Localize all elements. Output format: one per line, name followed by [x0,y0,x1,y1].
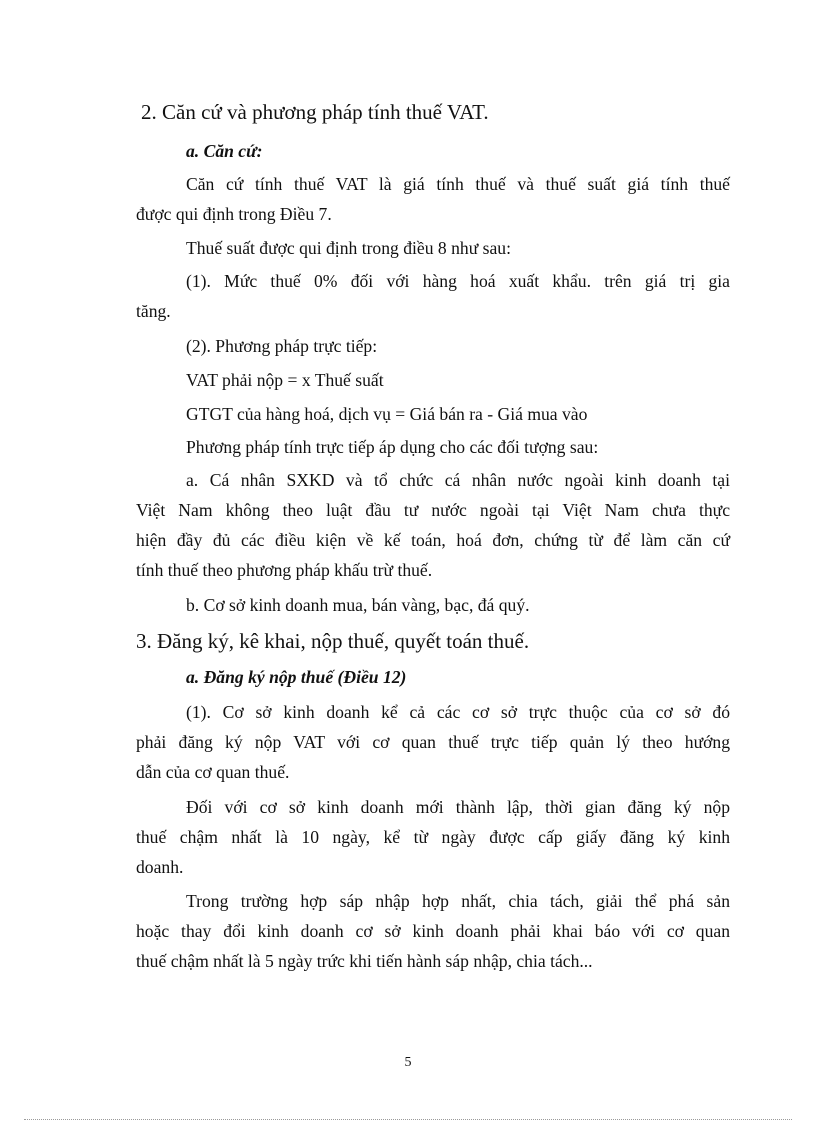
formula-line: GTGT của hàng hoá, dịch vụ = Giá bán ra - Giá mua vào [186,404,588,424]
paragraph-line: b. Cơ sở kinh doanh mua, bán vàng, bạc, đá quý. [186,595,530,615]
paragraph-line: (1). Cơ sở kinh doanh kể cả các cơ sở trực thuộc của cơ sở đó [186,702,730,722]
paragraph-line: hoặc thay đổi kinh doanh cơ sở kinh doanh phải khai báo với cơ quan [136,921,730,941]
paragraph-line: thuế chậm nhất là 10 ngày, kể từ ngày được cấp giấy đăng ký kinh [136,827,730,847]
section-3-heading: 3. Đăng ký, kê khai, nộp thuế, quyết toán thuế. [136,629,530,653]
paragraph-line: dẫn của cơ quan thuế. [136,762,290,782]
footer-divider [24,1119,792,1120]
paragraph-line: tăng. [136,301,171,321]
paragraph-line: Trong trường hợp sáp nhập hợp nhất, chia tách, giải thể phá sản [186,891,730,911]
paragraph-line: hiện đầy đủ các điều kiện về kế toán, hoá đơn, chứng từ để làm căn cứ [136,530,730,550]
section-2-heading: 2. Căn cứ và phương pháp tính thuế VAT. [141,100,489,124]
paragraph-line: phải đăng ký nộp VAT với cơ quan thuế trực tiếp quản lý theo hướng [136,732,730,752]
paragraph-line: Thuế suất được qui định trong điều 8 như sau: [186,238,511,258]
paragraph-line: Đối với cơ sở kinh doanh mới thành lập, thời gian đăng ký nộp [186,797,730,817]
paragraph-line: thuế chậm nhất là 5 ngày trức khi tiến hành sáp nhập, chia tách... [136,951,593,971]
paragraph-line: (1). Mức thuế 0% đối với hàng hoá xuất khẩu. trên giá trị gia [186,271,730,291]
paragraph-line: tính thuế theo phương pháp khấu trừ thuế. [136,560,433,580]
formula-line: VAT phải nộp = x Thuế suất [186,370,384,390]
paragraph-line: được qui định trong Điều 7. [136,204,332,224]
paragraph-line: a. Cá nhân SXKD và tổ chức cá nhân nước ngoài kinh doanh tại [186,470,730,490]
paragraph-line: Việt Nam không theo luật đầu tư nước ngoài tại Việt Nam chưa thực [136,500,730,520]
paragraph-line: doanh. [136,857,184,877]
paragraph-line: Căn cứ tính thuế VAT là giá tính thuế và thuế suất giá tính thuế [186,174,730,194]
section-3-subheading-a: a. Đăng ký nộp thuế (Điều 12) [186,667,407,687]
paragraph-line: (2). Phương pháp trực tiếp: [186,336,378,356]
page-number: 5 [404,1055,412,1070]
paragraph-line: Phương pháp tính trực tiếp áp dụng cho các đối tượng sau: [186,437,599,457]
section-2-subheading-a: a. Căn cứ: [186,141,263,161]
